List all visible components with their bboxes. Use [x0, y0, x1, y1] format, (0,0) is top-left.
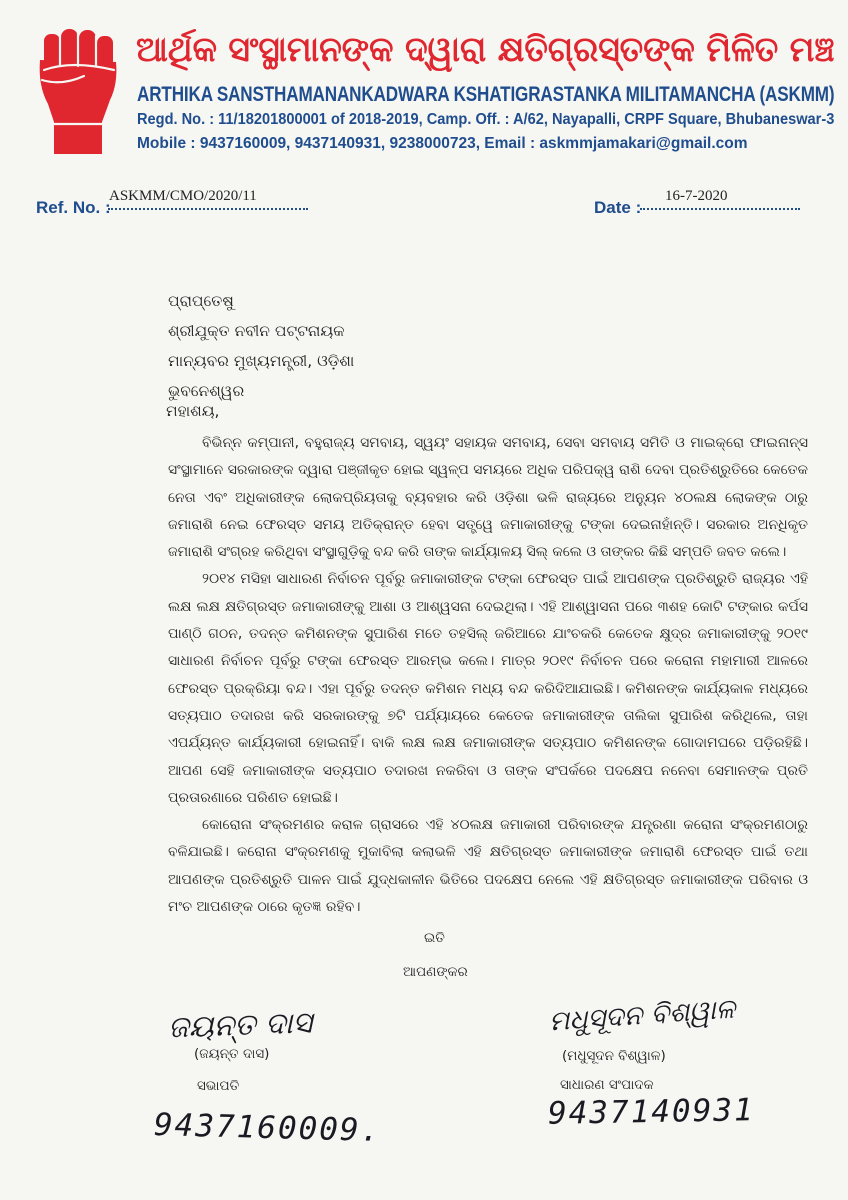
recipient-line-4: ଭୁବନେଶ୍ୱର [168, 382, 245, 400]
signatory-role-president: ସଭାପତି [197, 1078, 240, 1094]
signature-president: ଜୟନ୍ତ ଦାସ [167, 1005, 313, 1046]
signature-general-secretary: ମଧୁସୂଦନ ବିଶ୍ୱାଳ [548, 993, 737, 1038]
recipient-line-2: ଶ୍ରୀଯୁକ୍ତ ନବୀନ ପଟ୍ଟନାୟକ [168, 322, 345, 340]
body-paragraph-3: କୋରୋନା ସଂକ୍ରମଣର କରାଳ ଗ୍ରାସରେ ଏହି ୪୦ଲକ୍ଷ ଜମାକାରୀ ପରିବାରଙ୍କ ଯନ୍ତ୍ରଣା କରୋନା ସଂକ୍ରମଣଠାରୁ ବଳିଯାଇଛି। କରୋନା ସଂକ୍ରମଣକୁ ମୁକାବିଲା କଲାଭଳି ଏହି କ୍ଷତିଗ୍ରସ୍ତ ଜମାକାରୀଙ୍କ ଜମାରାଶି ଫେରସ୍ତ ପାଇଁ ତଥା ଆପଣଙ୍କ ପ୍ରତିଶ୍ରୁତି ପାଳନ ପାଇଁ ଯୁଦ୍ଧକାଳୀନ ଭିତିରେ ପଦକ୍ଷେପ ନେଲେ ଏହି କ୍ଷତିଗ୍ରସ୍ତ ଜମାକାରୀଙ୍କ ପରିବାର ଓ ମଂଚ ଆପଣଙ୍କ ଠାରେ କୃତଜ୍ଞ ରହିବ। [168, 817, 808, 916]
salutation: ମହାଶୟ, [166, 402, 220, 420]
raised-fist-icon [32, 26, 124, 154]
body-paragraph-2: ୨୦୧୪ ମସିହା ସାଧାରଣ ନିର୍ବାଚନ ପୂର୍ବରୁ ଜମାକାରୀଙ୍କ ଟଙ୍କା ଫେରସ୍ତ ପାଇଁ ଆପଣଙ୍କ ପ୍ରତିଶ୍ରୁତି ରାଜ୍ୟର ଏହି ଲକ୍ଷ ଲକ୍ଷ କ୍ଷତିଗ୍ରସ୍ତ ଜମାକାରୀଙ୍କୁ ଆଶା ଓ ଆଶ୍ୱସନା ଦେଇଥିଲା। ଏହି ଆଶ୍ୱାସନା ପରେ ୩ଶହ କୋଟି ଟଙ୍କାର କର୍ପସ ପାଣ୍ଠି ଗଠନ, ତଦନ୍ତ କମିଶନଙ୍କ ସୁପାରିଶ ମତେ ତହସିଲ୍ ଜରିଆରେ ଯାଂଚକରି କେତେକ କ୍ଷୁଦ୍ର ଜମାକାରୀଙ୍କୁ ୨୦୧୯ ସାଧାରଣ ନିର୍ବାଚନ ପୂର୍ବରୁ ଟଙ୍କା ଫେରସ୍ତ ଆରମ୍ଭ କଲେ। ମାତ୍ର ୨୦୧୯ ନିର୍ବାଚନ ପରେ କରୋନା ମହାମାରୀ ଆଳରେ ଫେରସ୍ତ ପ୍ରକ୍ରିୟା ବନ୍ଦ। ଏହା ପୂର୍ବରୁ ତଦନ୍ତ କମିଶନ ମଧ୍ୟ ବନ୍ଦ କରିଦିଆଯାଇଛି। କମିଶନଙ୍କ କାର୍ଯ୍ୟକାଳ ମଧ୍ୟରେ ସତ୍ୟପାଠ ତଦାରଖ କରି ସରକାରଙ୍କୁ ୭ଟି ପର୍ଯ୍ୟାୟରେ କେତେକ ଜମାକାରୀଙ୍କ ତାଲିକା ସୁପାରିଶ କରିଥିଲେ, ତାହା ଏପର୍ଯ୍ୟନ୍ତ କାର୍ଯ୍ୟକାରୀ ହୋଇନାହିଁ। ବାକି ଲକ୍ଷ ଲକ୍ଷ ଜମାକାରୀଙ୍କ ସତ୍ୟପାଠ କମିଶନଙ୍କ ଗୋଦାମଘରେ ପଡ଼ିରହିଛି। ଆପଣ ସେହି ଜମାକାରୀଙ୍କ ସତ୍ୟପାଠ ତଦାରଖ ନକରିବା ଓ ତାଙ୍କ ସଂପର୍କରେ ପଦକ୍ଷେପ ନନେବା ସେମାନଙ୍କ ପ୍ରତି ପ୍ରତାରଣାରେ ପରିଣତ ହୋଇଛି। [168, 571, 808, 806]
organization-title-english: ARTHIKA SANSTHAMANANKADWARA KSHATIGRASTANKA MILITAMANCHA (ASKMM) [137, 82, 835, 106]
ref-dotted-line [108, 208, 308, 210]
registration-address: Regd. No. : 11/18201800001 of 2018-2019, Camp. Off. : A/62, Nayapalli, CRPF Square, Bhubaneswar-3 [137, 111, 835, 128]
organization-title-odia: ଆର୍ଥିକ ସଂସ୍ଥାମାନଙ୍କ ଦ୍ୱାରା କ୍ଷତିଗ୍ରସ୍ତଙ୍କ ମିଳିତ ମଞ୍ଚ [136, 30, 835, 70]
letter-body [168, 430, 808, 921]
ref-number: ASKMM/CMO/2020/11 [109, 188, 257, 204]
date-dotted-line [640, 208, 800, 210]
recipient-line-1: ପ୍ରାପ୍ତେଷୁ [168, 292, 234, 310]
handwritten-phone-president: 9437160009. [153, 1107, 382, 1149]
date-value: 16-7-2020 [665, 188, 728, 204]
date-label: Date : [594, 198, 642, 217]
handwritten-phone-general-secretary: 9437140931 [547, 1092, 755, 1132]
recipient-address [168, 286, 354, 406]
recipient-line-3: ମାନ୍ୟବର ମୁଖ୍ୟମନ୍ତ୍ରୀ, ଓଡ଼ିଶା [168, 352, 355, 370]
signatory-role-general-secretary: ସାଧାରଣ ସଂପାଦକ [560, 1077, 654, 1093]
contact-line: Mobile : 9437160009, 9437140931, 9238000723, Email : askmmjamakari@gmail.com [137, 135, 748, 152]
closing-iti: ଇତି [424, 930, 445, 946]
signatory-name-president: (ଜୟନ୍ତ ଦାସ) [194, 1046, 270, 1062]
signatory-name-general-secretary: (ମଧୁସୂଦନ ବିଶ୍ୱାଳ) [562, 1048, 666, 1064]
body-paragraph-1: ବିଭିନ୍ନ କମ୍ପାନୀ, ବହୁରାଜ୍ୟ ସମବାୟ, ସ୍ୱୟଂ ସହାୟକ ସମବାୟ, ସେବା ସମବାୟ ସମିତି ଓ ମାଇକ୍ରୋ ଫାଇନାନ୍ସ ସଂସ୍ଥାମାନେ ସରକାରଙ୍କ ଦ୍ୱାରା ପଞ୍ଜୀକୃତ ହୋଇ ସ୍ୱଳ୍ପ ସମୟରେ ଅଧିକ ପରିପକ୍ୱ ରାଶି ଦେବା ପ୍ରତିଶ୍ରୁତିରେ କେତେକ ନେତା ଏବଂ ଅଧିକାରୀଙ୍କ ଲୋକପ୍ରିୟତାକୁ ବ୍ୟବହାର କରି ଓଡ଼ିଶା ଭଳି ରାଜ୍ୟରେ ଅନ୍ୟୁନ ୪୦ଲକ୍ଷ ଲୋକଙ୍କ ଠାରୁ ଜମାରାଶି ନେଇ ଫେରସ୍ତ ସମୟ ଅତିକ୍ରାନ୍ତ ହେବା ସତ୍ତ୍ୱେ ଜମାକାରୀଙ୍କୁ ଟଙ୍କା ଦେଇନାହାଁନ୍ତି। ସରକାର ଅନଧିକୃତ ଜମାରାଶି ସଂଗ୍ରହ କରିଥିବା ସଂସ୍ଥାଗୁଡ଼ିକୁ ବନ୍ଦ କରି ତାଙ୍କ କାର୍ଯ୍ୟାଳୟ ସିଲ୍ କଲେ ଓ ତାଙ୍କର କିଛି ସମ୍ପତି ଜବତ କଲେ। [168, 435, 808, 561]
closing-yours: ଆପଣଙ୍କର [403, 964, 468, 980]
ref-label: Ref. No. : [36, 198, 111, 217]
